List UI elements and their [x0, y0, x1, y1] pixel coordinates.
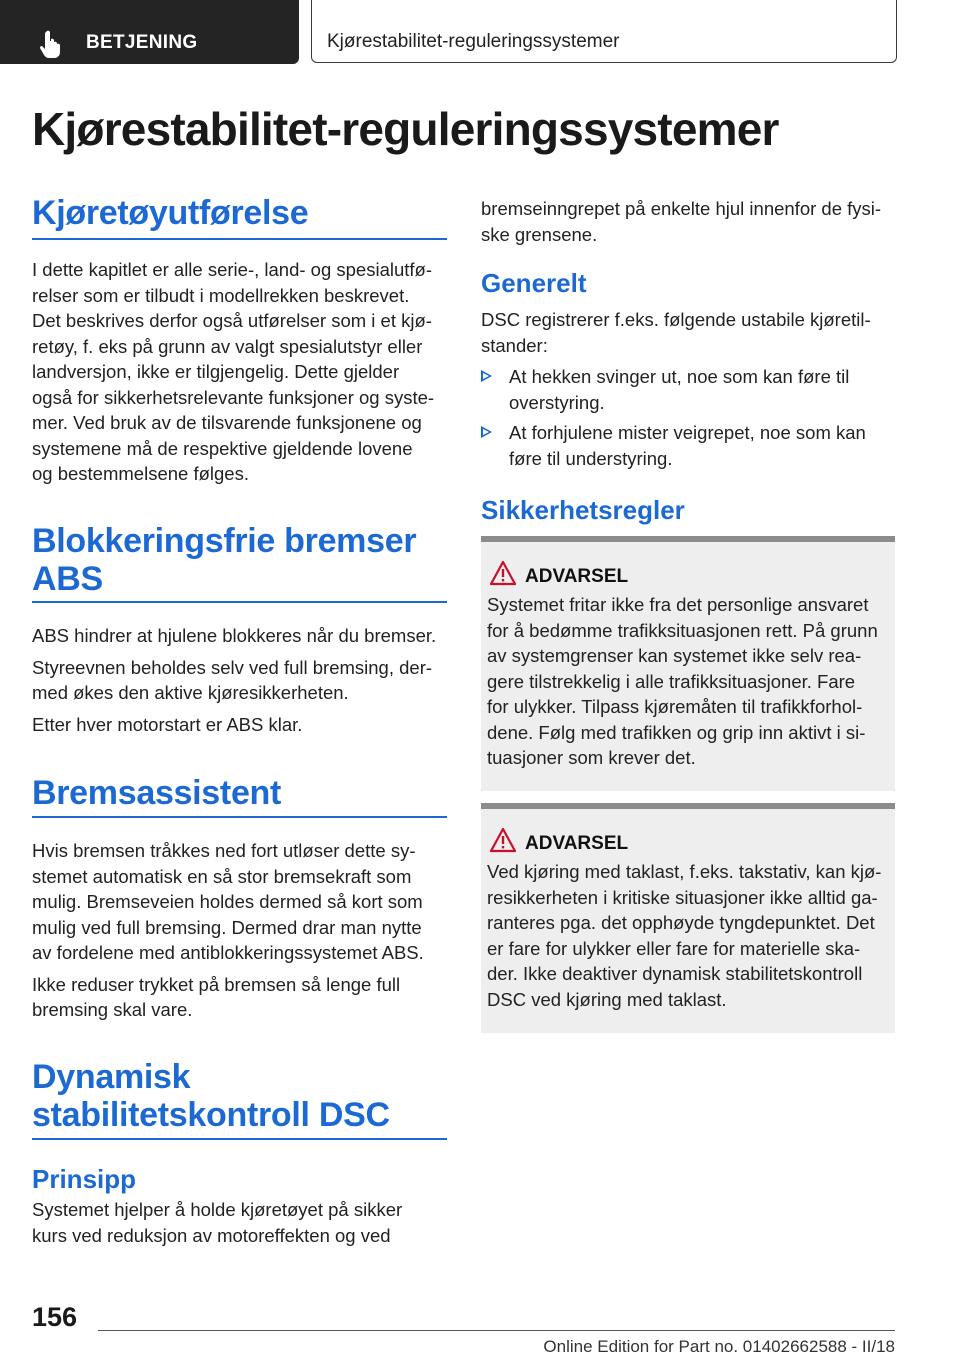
continued-text [481, 196, 895, 247]
bullet-triangle-icon [481, 426, 492, 438]
text-line: bremseinngrepet på enkelte hjul innenfor de fysi- [481, 198, 882, 219]
text-line: og bestemmelsene følges. [32, 463, 249, 484]
text-line: stander: [481, 334, 548, 356]
text-line: DSC registrerer f.eks. følgende ustabile kjøretil- [481, 309, 871, 330]
section-dsc [32, 1058, 447, 1248]
text-line: At forhjulene mister veigrepet, noe som kan [509, 422, 866, 443]
footer-rule [98, 1330, 895, 1331]
warning-label: ADVARSEL [525, 566, 629, 587]
chapter-tab-label: Kjørestabilitet-reguleringssystemer [327, 31, 620, 52]
text-line: landversjon, ikke er tilgjengelig. Dette gjelder [32, 361, 400, 382]
section-kjoretoyutforelse [32, 194, 447, 487]
text-line: ske grensene. [481, 223, 598, 245]
heading-rule [32, 816, 447, 818]
section-generelt [481, 268, 895, 358]
text-line: Ikke reduser trykket på bremsen så lenge full [32, 973, 401, 995]
section-tab-label: BETJENING [86, 32, 198, 53]
text-line: resikkerheten i kritiske situasjoner ikke alltid ga- [487, 886, 878, 908]
text-line: dene. Følg med trafikken og grip inn aktivt i si- [487, 721, 866, 743]
text-line: Ved kjøring med taklast, f.eks. takstativ, kan kjø- [487, 861, 882, 882]
text-line: mulig ved full bremsing. Dermed drar man nytte [32, 916, 422, 938]
text-line: retøy, f. eks på grunn av valgt spesialutstyr eller [32, 335, 423, 357]
section-tab [0, 0, 299, 64]
text-line: I dette kapitlet er alle serie-, land- og spesialutfø- [32, 259, 432, 280]
paragraph: ABS hindrer at hjulene blokkeres når du bremser. [32, 625, 437, 646]
warning-label: ADVARSEL [525, 833, 629, 854]
section-heading-line: Blokkeringsfrie bremser [32, 522, 417, 560]
heading-rule [32, 238, 447, 240]
text-line: gere tilstrekkelig i alle trafikksituasjoner. Fare [487, 670, 856, 692]
subheading: Prinsipp [32, 1164, 137, 1194]
section-abs [32, 522, 447, 737]
section-body [32, 257, 447, 487]
section-heading-line: ABS [32, 560, 103, 598]
text-line: føre til understyring. [509, 447, 673, 469]
paragraph: Etter hver motorstart er ABS klar. [32, 713, 303, 735]
section-heading: Kjøretøyutførelse [32, 194, 309, 232]
text-line: Hvis bremsen tråkkes ned fort utløser dette sy- [32, 840, 416, 861]
section-heading-line: Dynamisk [32, 1058, 191, 1096]
warning-bar [481, 803, 895, 809]
text-line: overstyring. [509, 391, 605, 413]
list-item [481, 420, 895, 471]
text-line: Det beskrives derfor også utførelser som i et kjø- [32, 310, 432, 331]
section-bremsassistent [32, 774, 447, 1023]
heading-rule [32, 601, 447, 603]
text-line: Styreevnen beholdes selv ved full bremsing, der- [32, 656, 433, 678]
text-line: også for sikkerhetsrelevante funksjoner og syste- [32, 386, 435, 408]
warning-box [481, 536, 895, 791]
warning-bar [481, 536, 895, 542]
page-title: Kjørestabilitet-reguleringssystemer [32, 103, 779, 155]
text-line: for ulykker. Tilpass kjøremåten til trafikkforhol- [487, 696, 863, 717]
warning-triangle-icon [489, 560, 517, 586]
text-line: mulig. Bremseveien holdes dermed så kort som [32, 891, 423, 912]
warning-text [487, 592, 891, 771]
text-line: er fare for ulykker eller fare for materielle ska- [487, 937, 861, 959]
text-line: av fordelene med antiblokkeringssystemet ABS. [32, 942, 424, 963]
warning-box [481, 803, 895, 1033]
text-line: Systemet fritar ikke fra det personlige ansvaret [487, 594, 869, 615]
text-line: DSC ved kjøring med taklast. [487, 988, 727, 1010]
text-line: bremsing skal vare. [32, 999, 193, 1020]
page-header [0, 0, 960, 66]
text-line: kurs ved reduksjon av motoreffekten og ved [32, 1224, 391, 1246]
text-line: stemet automatisk en så stor bremsekraft som [32, 865, 412, 887]
list-item [481, 364, 895, 415]
text-line: med økes den aktive kjøresikkerheten. [32, 682, 349, 703]
text-line: for å bedømme trafikksituasjonen rett. På grunn [487, 619, 878, 641]
section-heading: Bremsassistent [32, 774, 282, 812]
footer-text: Online Edition for Part no. 01402662588 - II/18 [543, 1337, 895, 1356]
bullet-triangle-icon [481, 370, 492, 382]
subheading: Generelt [481, 268, 587, 298]
section-heading-line: stabilitetskontroll DSC [32, 1096, 390, 1134]
subheading: Sikkerhetsregler [481, 495, 685, 525]
text-line: mer. Ved bruk av de tilsvarende funksjonene og [32, 412, 422, 433]
text-line: av systemgrenser kan systemet ikke selv rea- [487, 645, 862, 666]
heading-rule [32, 1138, 447, 1140]
text-line: systemene må de respektive gjeldende lovene [32, 437, 413, 459]
text-line: ranteres pga. det opphøyde tyngdepunktet. Det [487, 912, 875, 933]
hand-pointer-icon [36, 28, 66, 58]
text-line: der. Ikke deaktiver dynamisk stabilitetskontroll [487, 963, 863, 984]
warning-triangle-icon [489, 827, 517, 853]
text-line: tuasjoner som krever det. [487, 747, 696, 768]
text-line: At hekken svinger ut, noe som kan føre til [509, 366, 850, 387]
chapter-tab [311, 0, 897, 63]
text-line: relser som er tilbudt i modellrekken beskrevet. [32, 284, 410, 306]
warning-text [487, 859, 891, 1012]
page-number: 156 [32, 1302, 78, 1332]
text-line: Systemet hjelper å holde kjøretøyet på sikker [32, 1199, 403, 1220]
